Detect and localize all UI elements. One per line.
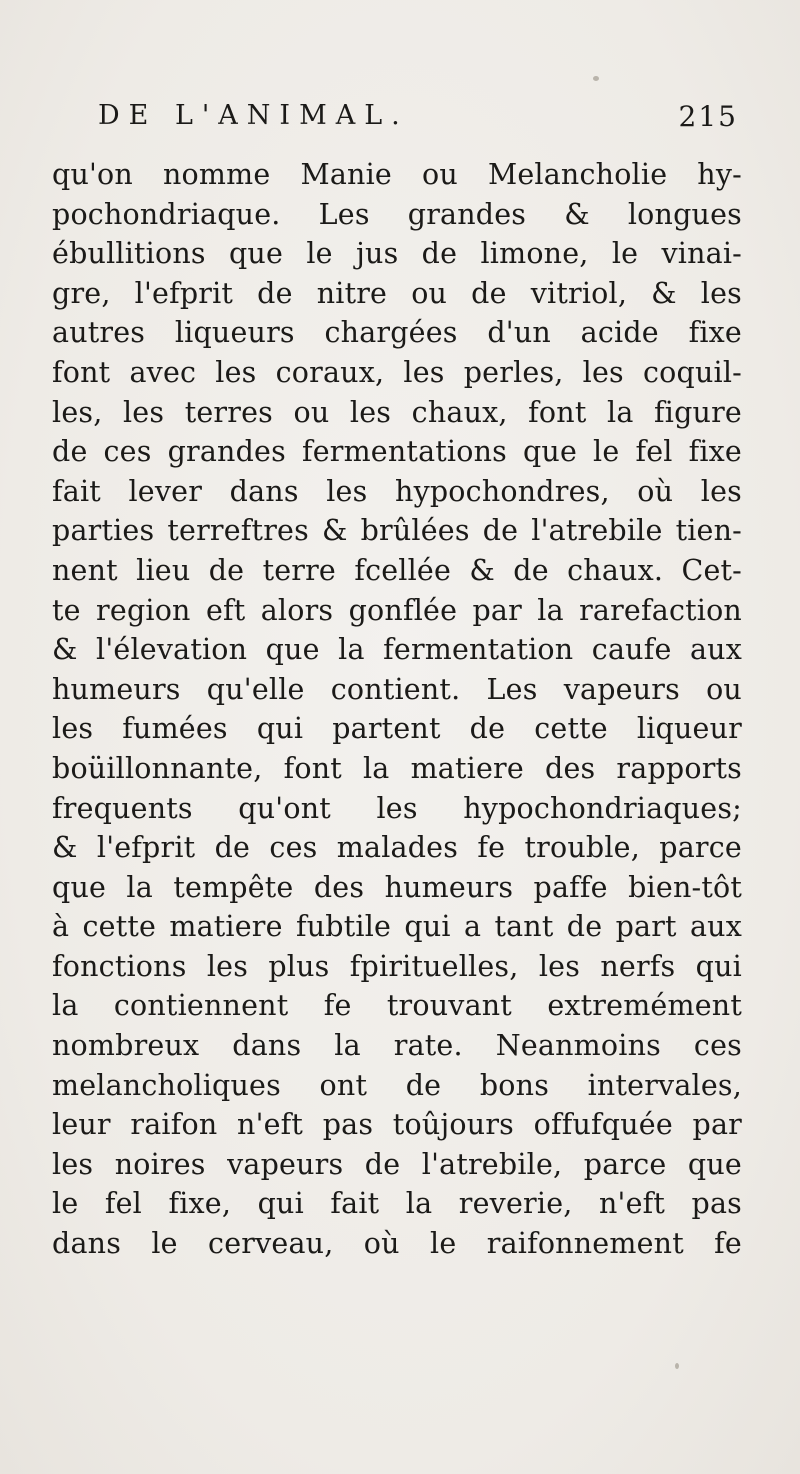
text-line: ébullitions que le jus de limone, le vinai- (52, 237, 742, 271)
text-line: frequents qu'ont les hypochondriaques; (52, 791, 742, 825)
text-line: nombreux dans la rate. Neanmoins ces (52, 1029, 742, 1063)
page-number: 215 (678, 100, 738, 133)
text-line: fonctions les plus fpirituelles, les nerfs qui (52, 949, 742, 983)
text-line: gre, l'efprit de nitre ou de vitriol, & les (52, 276, 742, 310)
running-head (98, 100, 738, 144)
body-text (52, 155, 742, 1264)
text-line: la contiennent fe trouvant extremément (52, 989, 742, 1023)
text-line: les noires vapeurs de l'atrebile, parce que (52, 1147, 742, 1181)
paper-speck (593, 76, 599, 81)
text-line: font avec les coraux, les perles, les coquil- (52, 355, 742, 389)
text-line: & l'efprit de ces malades fe trouble, parce (52, 831, 742, 865)
text-line: melancholiques ont de bons intervales, (52, 1068, 742, 1102)
text-line: & l'élevation que la fermentation caufe aux (52, 633, 742, 667)
text-line: pochondriaque. Les grandes & longues (52, 197, 742, 231)
text-line: fait lever dans les hypochondres, où les (52, 474, 742, 508)
running-head-title: DE L'ANIMAL. (98, 100, 409, 131)
text-line: boüillonnante, font la matiere des rapports (52, 751, 742, 785)
text-line: qu'on nomme Manie ou Melancholie hy- (52, 158, 742, 191)
text-line: de ces grandes fermentations que le fel fixe (52, 435, 742, 469)
text-line: que la tempête des humeurs paffe bien-tôt (52, 870, 742, 904)
text-line: te region eft alors gonflée par la rarefaction (52, 593, 742, 627)
text-line: parties terreftres & brûlées de l'atrebile tien- (52, 514, 742, 548)
text-line: à cette matiere fubtile qui a tant de part aux (52, 910, 742, 944)
text-line: le fel fixe, qui fait la reverie, n'eft pas (52, 1187, 742, 1221)
text-line: dans le cerveau, où le raifonnement fe (52, 1227, 742, 1261)
text-line: autres liqueurs chargées d'un acide fixe (52, 316, 742, 350)
text-line: les fumées qui partent de cette liqueur (52, 712, 742, 746)
text-line: leur raifon n'eft pas toûjours offufquée par (52, 1108, 742, 1142)
text-line: les, les terres ou les chaux, font la figure (52, 395, 742, 429)
text-line: humeurs qu'elle contient. Les vapeurs ou (52, 672, 742, 706)
paper-speck (675, 1363, 679, 1369)
text-line: nent lieu de terre fcellée & de chaux. Cet- (52, 553, 742, 587)
